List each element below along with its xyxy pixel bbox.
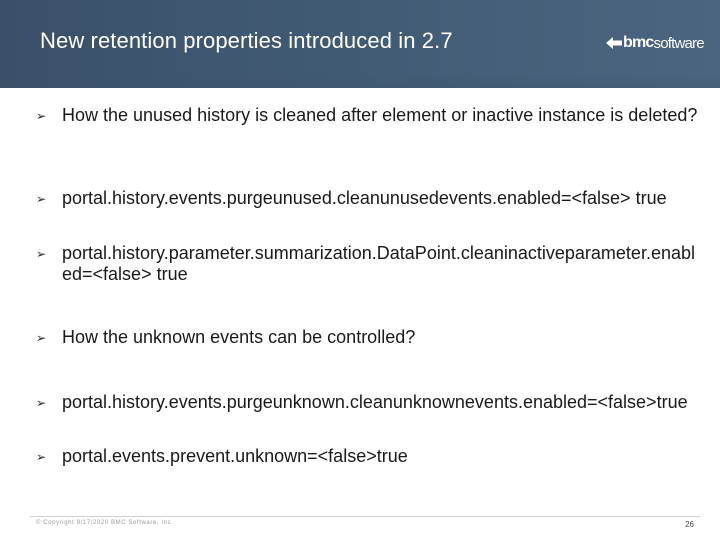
bullet-item	[36, 243, 706, 285]
bullet-text: portal.history.parameter.summarization.DataPoint.cleaninactiveparameter.enabled=<false> true	[62, 243, 695, 284]
bullet-arrow-icon: ➢	[36, 396, 47, 410]
bullet-arrow-icon: ➢	[36, 331, 47, 345]
bullet-arrow-icon: ➢	[36, 450, 47, 464]
bullet-text: How the unknown events can be controlled?	[62, 327, 416, 347]
bullet-item	[36, 327, 706, 349]
bullet-item	[36, 446, 706, 468]
slide-content	[0, 88, 720, 508]
bullet-item	[36, 105, 706, 127]
bullet-text: portal.history.events.purgeunused.cleanunusedevents.enabled=<false> true	[62, 188, 667, 208]
footer-copyright: © Copyright 9/17/2020 BMC Software, Inc.	[36, 520, 174, 526]
bullet-arrow-icon: ➢	[36, 247, 47, 261]
footer-divider	[30, 516, 700, 517]
bullet-arrow-icon: ➢	[36, 109, 47, 123]
bullet-text: portal.history.events.purgeunknown.cleanunknownevents.enabled=<false>true	[62, 392, 688, 412]
bullet-item	[36, 392, 706, 414]
bmc-logo	[606, 33, 704, 53]
bmc-arrow-icon	[606, 36, 622, 50]
logo-software-text: software	[653, 34, 704, 52]
logo-bmc-text: bmc	[623, 34, 654, 51]
header-shade	[0, 74, 720, 88]
page-number: 26	[685, 520, 694, 529]
bullet-text: portal.events.prevent.unknown=<false>true	[62, 446, 408, 466]
slide-title: New retention properties introduced in 2.7	[40, 28, 453, 53]
bullet-arrow-icon: ➢	[36, 192, 47, 206]
slide-header	[0, 0, 720, 88]
bullet-text: How the unused history is cleaned after element or inactive instance is deleted?	[62, 105, 698, 125]
bullet-item	[36, 188, 706, 210]
